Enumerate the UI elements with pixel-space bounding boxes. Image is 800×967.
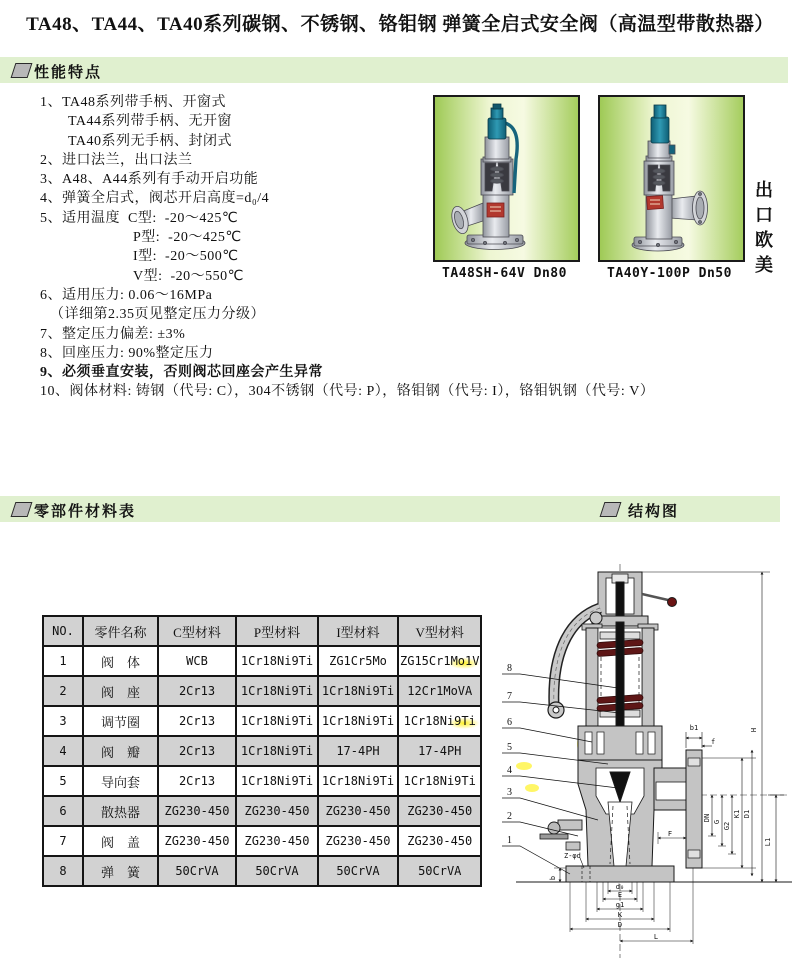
dim-label-b1: b1 [689, 724, 699, 732]
dim-label-D: D [617, 921, 623, 929]
table-cell: ZG230-450 [398, 826, 481, 856]
table-cell: 3 [43, 706, 83, 736]
dim-label-L1: L1 [764, 837, 772, 847]
column-header: V型材料 [398, 616, 481, 646]
dim-label-G2: G2 [723, 821, 731, 831]
feature-line: V型: -20～550℃ [133, 268, 244, 284]
table-cell: 50CrVA [158, 856, 236, 886]
table-cell: ZG230-450 [236, 796, 318, 826]
feature-line: I型: -20～500℃ [133, 249, 239, 265]
valve-photo-image [435, 97, 574, 256]
dim-label-b: b [549, 875, 557, 881]
dim-label-K1: K1 [733, 809, 741, 819]
product-photo-ta48 [433, 95, 580, 262]
feature-line: TA44系列带手柄、无开窗 [68, 114, 233, 130]
part-callout: 6 [507, 717, 512, 728]
table-cell: 50CrVA [236, 856, 318, 886]
table-cell: 1Cr18Ni9Ti [318, 766, 398, 796]
table-cell: ZG230-450 [236, 826, 318, 856]
table-cell: 6 [43, 796, 83, 826]
column-header: C型材料 [158, 616, 236, 646]
table-cell: 1Cr18Ni9Ti [318, 676, 398, 706]
table-cell: 散热器 [83, 796, 158, 826]
table-header-row [43, 616, 481, 646]
table-cell: 2Cr13 [158, 706, 236, 736]
table-cell: 7 [43, 826, 83, 856]
table-cell: 弹 簧 [83, 856, 158, 886]
part-callout: 4 [507, 765, 512, 776]
table-cell: 50CrVA [318, 856, 398, 886]
table-row [43, 676, 481, 706]
product-photo-ta40 [598, 95, 745, 262]
table-cell: ZG1Cr5Mo [318, 646, 398, 676]
table-cell: 8 [43, 856, 83, 886]
table-cell: 2Cr13 [158, 736, 236, 766]
section-title-structure: 结构图 [628, 504, 680, 520]
table-row [43, 706, 481, 736]
dim-label-d0: d₀ [615, 883, 625, 891]
dim-label-H: H [750, 727, 758, 733]
feature-line: 10、阀体材料: 铸钢（代号: C），304不锈钢（代号: P），铬钼钢（代号: I），铬钼钒钢（代号: V） [40, 384, 655, 400]
page-title: TA48、TA44、TA40系列碳钢、不锈钢、铬钼钢 弹簧全启式安全阀（高温型带散热器） [26, 14, 774, 35]
table-cell: 阀 瓣 [83, 736, 158, 766]
part-callout: 8 [507, 663, 512, 674]
table-cell: 50CrVA [398, 856, 481, 886]
feature-line: 5、适用温度 C型: -20～425℃ [40, 210, 239, 226]
feature-line: 7、整定压力偏差: ±3% [40, 326, 186, 342]
part-callout: 7 [507, 691, 512, 702]
feature-line: 1、TA48系列带手柄、开窗式 [40, 95, 227, 110]
table-cell: 2Cr13 [158, 766, 236, 796]
column-header: NO. [43, 616, 83, 646]
table-row [43, 826, 481, 856]
part-callout: 2 [507, 811, 512, 822]
table-cell: 导向套 [83, 766, 158, 796]
table-cell: 17-4PH [398, 736, 481, 766]
section-title-materials: 零部件材料表 [34, 504, 137, 520]
photo-caption-ta48: TA48SH-64V Dn80 [442, 266, 567, 281]
table-row [43, 796, 481, 826]
export-label: 出口欧美 [753, 180, 773, 280]
table-row [43, 856, 481, 886]
valve-cross-section [500, 558, 800, 965]
dim-label-K: K [617, 911, 623, 919]
parallelogram-icon [11, 63, 33, 78]
feature-line: TA40系列无手柄、封闭式 [68, 133, 233, 149]
table-cell: ZG15Cr1Mo1V [398, 646, 481, 676]
parallelogram-icon [11, 502, 33, 517]
column-header: 零件名称 [83, 616, 158, 646]
materials-table [42, 615, 482, 887]
parallelogram-icon [600, 502, 622, 517]
table-cell: 2 [43, 676, 83, 706]
feature-line: P型: -20～425℃ [133, 230, 242, 246]
feature-line: （详细第2.35页见整定压力分级） [50, 307, 265, 323]
table-cell: 阀 体 [83, 646, 158, 676]
dim-label-L: L [653, 933, 659, 941]
feature-line: 6、适用压力: 0.06～16MPa [40, 287, 213, 303]
table-cell: 1Cr18Ni9Ti [236, 706, 318, 736]
table-cell: 2Cr13 [158, 676, 236, 706]
table-cell: 1Cr18Ni9Ti [398, 766, 481, 796]
table-cell: 1Cr18Ni9Ti [398, 706, 481, 736]
valve-photo-image [600, 97, 739, 256]
dim-label-f: f [711, 738, 716, 746]
table-cell: ZG230-450 [318, 826, 398, 856]
structure-diagram [500, 558, 800, 965]
features-list [40, 93, 680, 402]
part-callout: 3 [507, 787, 512, 798]
dim-label-DN: DN [703, 813, 711, 823]
table-row [43, 766, 481, 796]
table-cell: 5 [43, 766, 83, 796]
table-cell: 1Cr18Ni9Ti [236, 766, 318, 796]
feature-line: 3、A48、A44系列有手动开启功能 [40, 172, 259, 188]
table-cell: 1Cr18Ni9Ti [236, 676, 318, 706]
feature-line: 2、进口法兰，出口法兰 [40, 152, 193, 168]
materials-table-body [43, 646, 481, 886]
table-cell: ZG230-450 [158, 796, 236, 826]
section-band-materials [0, 496, 780, 522]
dim-label-zd: Z-φd [564, 852, 581, 860]
table-cell: 4 [43, 736, 83, 766]
table-row [43, 646, 481, 676]
table-cell: ZG230-450 [158, 826, 236, 856]
table-cell: WCB [158, 646, 236, 676]
table-cell: ZG230-450 [398, 796, 481, 826]
table-cell: 1Cr18Ni9Ti [236, 736, 318, 766]
feature-line: 4、弹簧全启式，阀芯开启高度=d₀/4 [40, 191, 270, 207]
column-header: P型材料 [236, 616, 318, 646]
table-cell: 阀 盖 [83, 826, 158, 856]
part-callout: 1 [507, 835, 512, 846]
dim-label-G: G [713, 819, 721, 825]
dim-label-g1: g1 [615, 901, 625, 909]
feature-line: 9、必须垂直安装，否则阀芯回座会产生异常 [40, 365, 323, 381]
table-cell: 1Cr18Ni9Ti [236, 646, 318, 676]
table-cell: ZG230-450 [318, 796, 398, 826]
feature-line: 8、回座压力: 90%整定压力 [40, 345, 214, 361]
section-band-features [0, 57, 788, 83]
table-cell: 阀 座 [83, 676, 158, 706]
table-cell: 17-4PH [318, 736, 398, 766]
part-callout: 5 [507, 742, 512, 753]
table-cell: 12Cr1MoVA [398, 676, 481, 706]
table-cell: 1 [43, 646, 83, 676]
column-header: I型材料 [318, 616, 398, 646]
table-cell: 调节圈 [83, 706, 158, 736]
table-cell: 1Cr18Ni9Ti [318, 706, 398, 736]
dim-label-F: F [667, 830, 673, 838]
table-row [43, 736, 481, 766]
dim-label-D1: D1 [743, 809, 751, 819]
section-title-features: 性能特点 [34, 65, 103, 81]
photo-caption-ta40: TA40Y-100P Dn50 [607, 266, 732, 281]
dim-label-E: E [617, 891, 623, 899]
